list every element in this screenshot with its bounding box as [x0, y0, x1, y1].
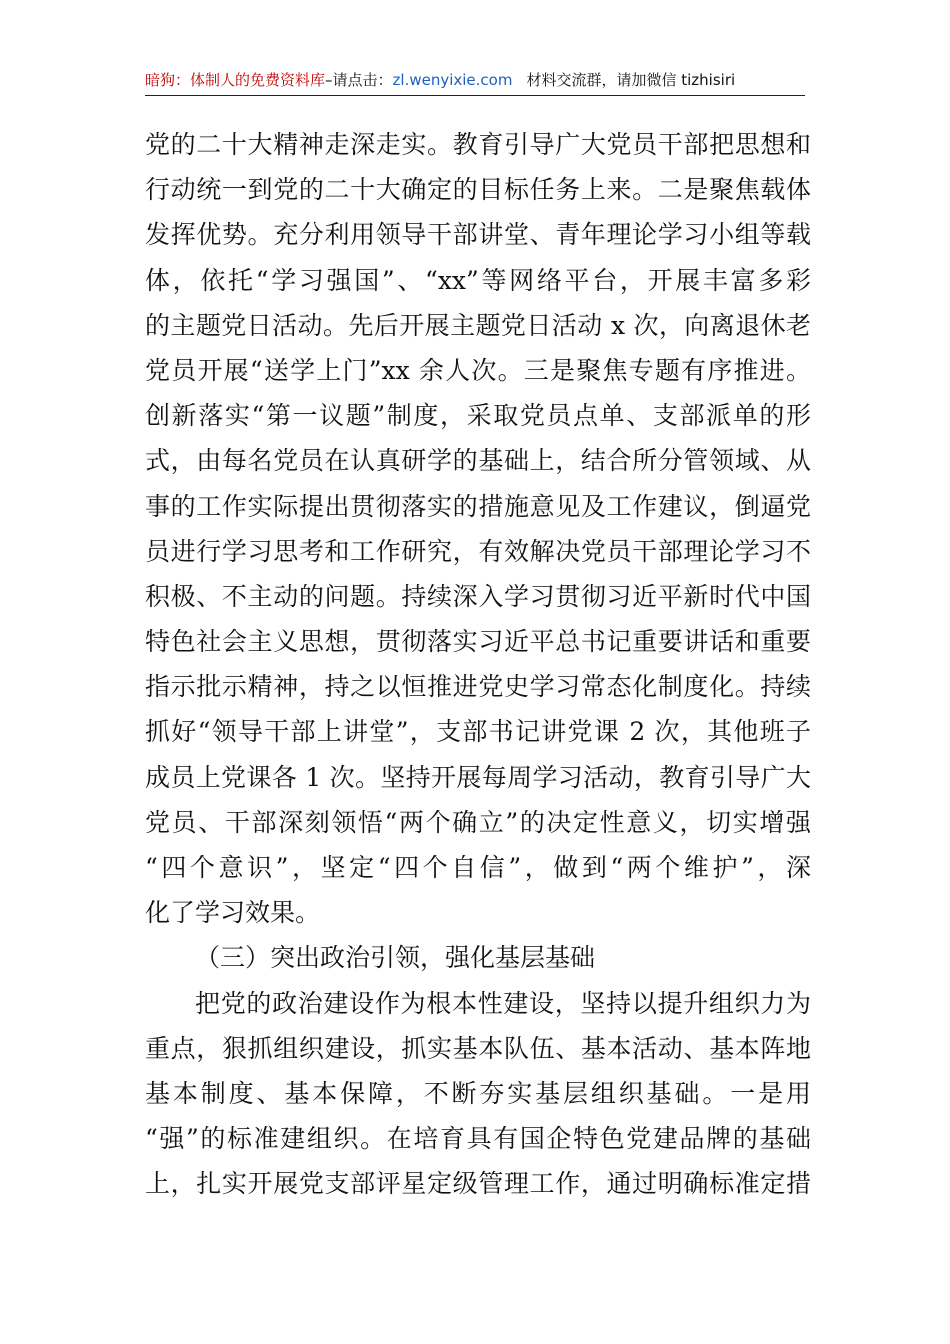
body-line: 的主题党日活动。先后开展主题党日活动 x 次，向离退休老 — [145, 310, 811, 340]
header-url-link[interactable]: zl.wenyixie.com — [392, 71, 513, 89]
body-line: 特色社会主义思想，贯彻落实习近平总书记重要讲话和重要 — [145, 627, 811, 657]
body-line: 体，依托“学习强国”、“xx”等网络平台，开展丰富多彩 — [145, 265, 811, 295]
body-line: 员进行学习思考和工作研究，有效解决党员干部理论学习不 — [145, 536, 811, 566]
section-line: “强”的标准建组织。在培育具有国企特色党建品牌的基础 — [145, 1124, 811, 1154]
section-line: 基本制度、基本保障，不断夯实基层组织基础。一是用 — [145, 1078, 811, 1108]
body-line: 抓好“领导干部上讲堂”，支部书记讲党课 2 次，其他班子 — [145, 717, 811, 747]
body-line: 化了学习效果。 — [145, 898, 321, 928]
body-line: 创新落实“第一议题”制度，采取党员点单、支部派单的形 — [145, 401, 811, 431]
section-line: 上，扎实开展党支部评星定级管理工作，通过明确标准定措 — [145, 1169, 811, 1199]
section-line: 把党的政治建设作为根本性建设，坚持以提升组织力为 — [195, 988, 811, 1018]
body-line: 积极、不主动的问题。持续深入学习贯彻习近平新时代中国 — [145, 581, 811, 611]
body-line: “四个意识”，坚定“四个自信”，做到“两个维护”，深 — [145, 853, 811, 882]
body-line: 事的工作实际提出贯彻落实的措施意见及工作建议，倒逼党 — [145, 491, 811, 521]
body-line: 行动统一到党的二十大确定的目标任务上来。二是聚焦载体 — [145, 175, 811, 205]
section-line: 重点，狠抓组织建设，抓实基本队伍、基本活动、基本阵地 — [145, 1033, 811, 1063]
body-line: 发挥优势。充分利用领导干部讲堂、青年理论学习小组等载 — [145, 220, 811, 250]
body-line: 党员、干部深刻领悟“两个确立”的决定性意义，切实增强 — [145, 807, 811, 837]
body-line: 党的二十大精神走深走实。教育引导广大党员干部把思想和 — [145, 130, 811, 159]
body-line: 式，由每名党员在认真研学的基础上，结合所分管领域、从 — [145, 446, 811, 476]
body-line: 党员开展“送学上门”xx 余人次。三是聚焦专题有序推进。 — [145, 355, 811, 385]
header-link-prefix: –请点击： — [325, 71, 393, 89]
header-divider — [145, 95, 805, 96]
document-body — [145, 122, 811, 1207]
header-brand: 暗狗：体制人的免费资料库 — [145, 71, 326, 89]
body-line: 成员上党课各 1 次。坚持开展每周学习活动，教育引导广大 — [145, 762, 811, 792]
page-header — [145, 66, 805, 94]
body-line: 指示批示精神，持之以恒推进党史学习常态化制度化。持续 — [145, 672, 811, 702]
header-contact: 材料交流群，请加微信 tizhisiri — [526, 71, 736, 89]
section-heading: （三）突出政治引领，强化基层基础 — [195, 943, 596, 973]
